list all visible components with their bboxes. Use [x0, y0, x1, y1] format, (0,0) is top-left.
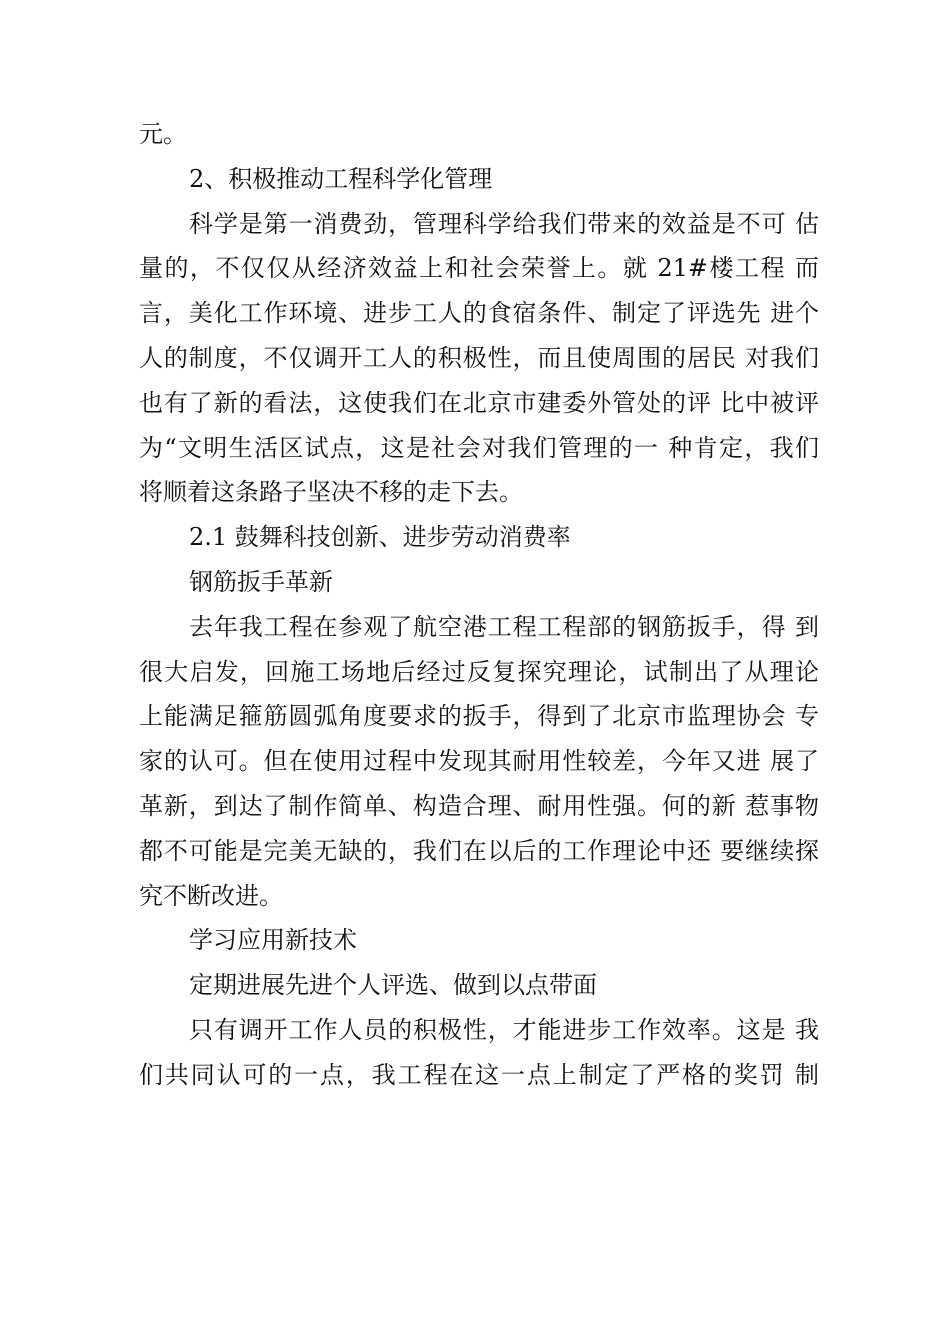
text-line: 量的，不仅仅从经济效益上和社会荣誉上。就 21#楼工程 而 [139, 254, 819, 283]
text-line: 言，美化工作环境、进步工人的食宿条件、制定了评选先 进个 [139, 299, 819, 328]
text-line: 2.1 鼓舞科技创新、进步劳动消费率 [189, 523, 571, 552]
text-line: 家的认可。但在使用过程中发现其耐用性较差，今年又进 展了 [139, 747, 819, 776]
text-line: 为“文明生活区试点，这是社会对我们管理的一 种肯定，我们 [139, 433, 819, 462]
text-line: 只有调开工作人员的积极性，才能进步工作效率。这是 我 [189, 1015, 819, 1044]
text-line: 上能满足箍筋圆弧角度要求的扳手，得到了北京市监理协会 专 [139, 702, 819, 731]
text-line: 科学是第一消费劲，管理科学给我们带来的效益是不可 估 [189, 209, 819, 238]
text-line: 革新，到达了制作简单、构造合理、耐用性强。何的新 惹事物 [139, 791, 819, 820]
text-line: 都不可能是完美无缺的，我们在以后的工作理论中还 要继续探 [139, 836, 819, 865]
text-line: 也有了新的看法，这使我们在北京市建委外管处的评 比中被评 [139, 388, 819, 417]
text-line: 究不断改进。 [139, 881, 283, 910]
document-body [139, 112, 819, 1098]
text-line: 将顺着这条路子坚决不移的走下去。 [139, 478, 523, 507]
text-line: 很大启发，回施工场地后经过反复探究理论，试制出了从理论 [139, 657, 819, 686]
text-line: 钢筋扳手革新 [189, 567, 333, 596]
text-line: 人的制度，不仅调开工人的积极性，而且使周围的居民 对我们 [139, 343, 819, 372]
text-line: 2、积极推动工程科学化管理 [189, 164, 493, 193]
text-line: 学习应用新技术 [189, 926, 357, 955]
text-line: 们共同认可的一点，我工程在这一点上制定了严格的奖罚 制 [139, 1060, 819, 1089]
text-line: 定期进展先进个人评选、做到以点带面 [189, 971, 597, 1000]
text-line: 去年我工程在参观了航空港工程工程部的钢筋扳手，得 到 [189, 612, 819, 641]
text-line: 元。 [139, 120, 187, 148]
